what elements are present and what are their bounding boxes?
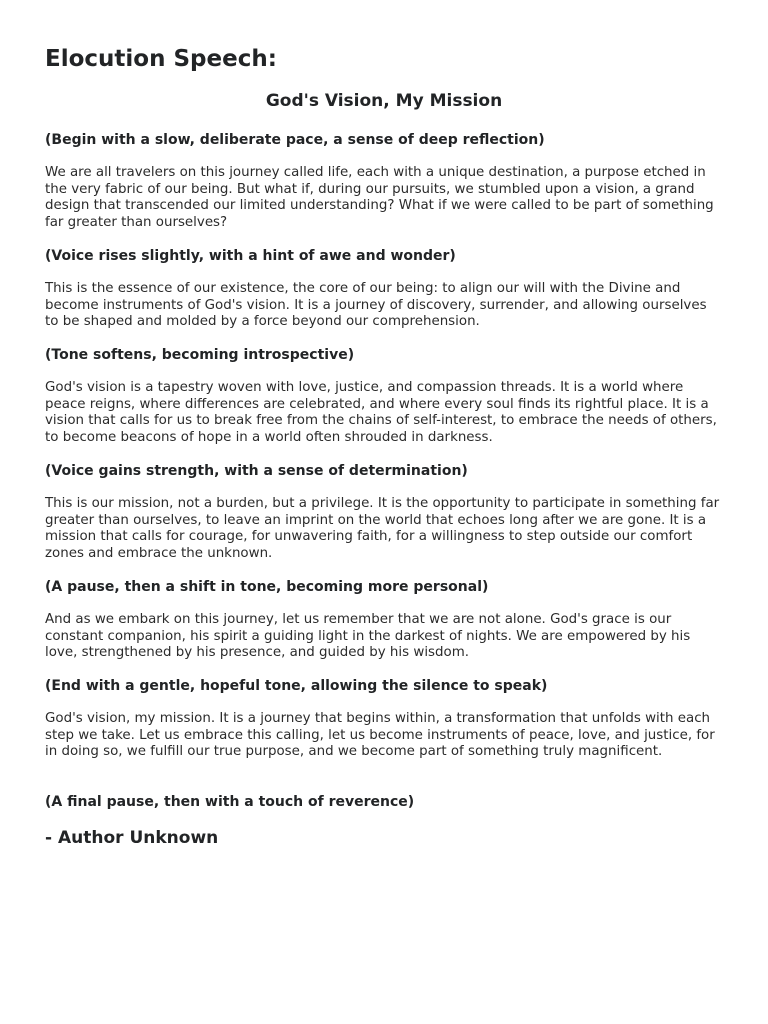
speech-paragraph-1: We are all travelers on this journey called life, each with a unique destination, a purpose etched in the very fabric of our being. But what if, during our pursuits, we stumbled upon a vision, a grand design that transcended our limited understanding? What if we were called to be part of something far greater than ourselves?: [45, 165, 714, 230]
speech-subtitle: God's Vision, My Mission: [265, 91, 503, 111]
stage-direction-5: (A pause, then a shift in tone, becoming more personal): [45, 579, 489, 595]
speech-paragraph-2: This is the essence of our existence, the core of our being: to align our will with the Divine and become instruments of God's vision. It is a journey of discovery, surrender, and allowing ourselves to be shaped and molded by a force beyond our comprehension.: [45, 281, 707, 330]
stage-direction-3: (Tone softens, becoming introspective): [45, 347, 355, 363]
page-title: Elocution Speech:: [45, 46, 277, 72]
stage-direction-1: (Begin with a slow, deliberate pace, a sense of deep reflection): [45, 132, 545, 148]
stage-direction-4: (Voice gains strength, with a sense of determination): [45, 463, 468, 479]
speech-paragraph-4: This is our mission, not a burden, but a privilege. It is the opportunity to participate in something far greater than ourselves, to leave an imprint on the world that echoes long after we are gone. It is a mission that calls for courage, for unwavering faith, for a willingness to step outside our comfort zones and embrace the unknown.: [45, 496, 720, 561]
speech-paragraph-6: God's vision, my mission. It is a journey that begins within, a transformation that unfolds with each step we take. Let us embrace this calling, let us become instruments of peace, love, and justice, for in doing so, we fulfill our true purpose, and we become part of something truly magnificent.: [45, 711, 715, 760]
speech-paragraph-3: God's vision is a tapestry woven with love, justice, and compassion threads. It is a world where peace reigns, where differences are celebrated, and where every soul finds its rightful place. It is a vision that calls for us to break free from the chains of self-interest, to embrace the needs of others, to become beacons of hope in a world often shrouded in darkness.: [45, 380, 717, 445]
author-credit: - Author Unknown: [45, 828, 219, 848]
speech-paragraph-5: And as we embark on this journey, let us remember that we are not alone. God's grace is our constant companion, his spirit a guiding light in the darkest of nights. We are empowered by his love, strengthened by his presence, and guided by his wisdom.: [45, 612, 691, 661]
stage-direction-2: (Voice rises slightly, with a hint of awe and wonder): [45, 248, 456, 264]
stage-direction-6: (End with a gentle, hopeful tone, allowing the silence to speak): [45, 678, 548, 694]
final-stage-direction: (A final pause, then with a touch of reverence): [45, 794, 415, 810]
